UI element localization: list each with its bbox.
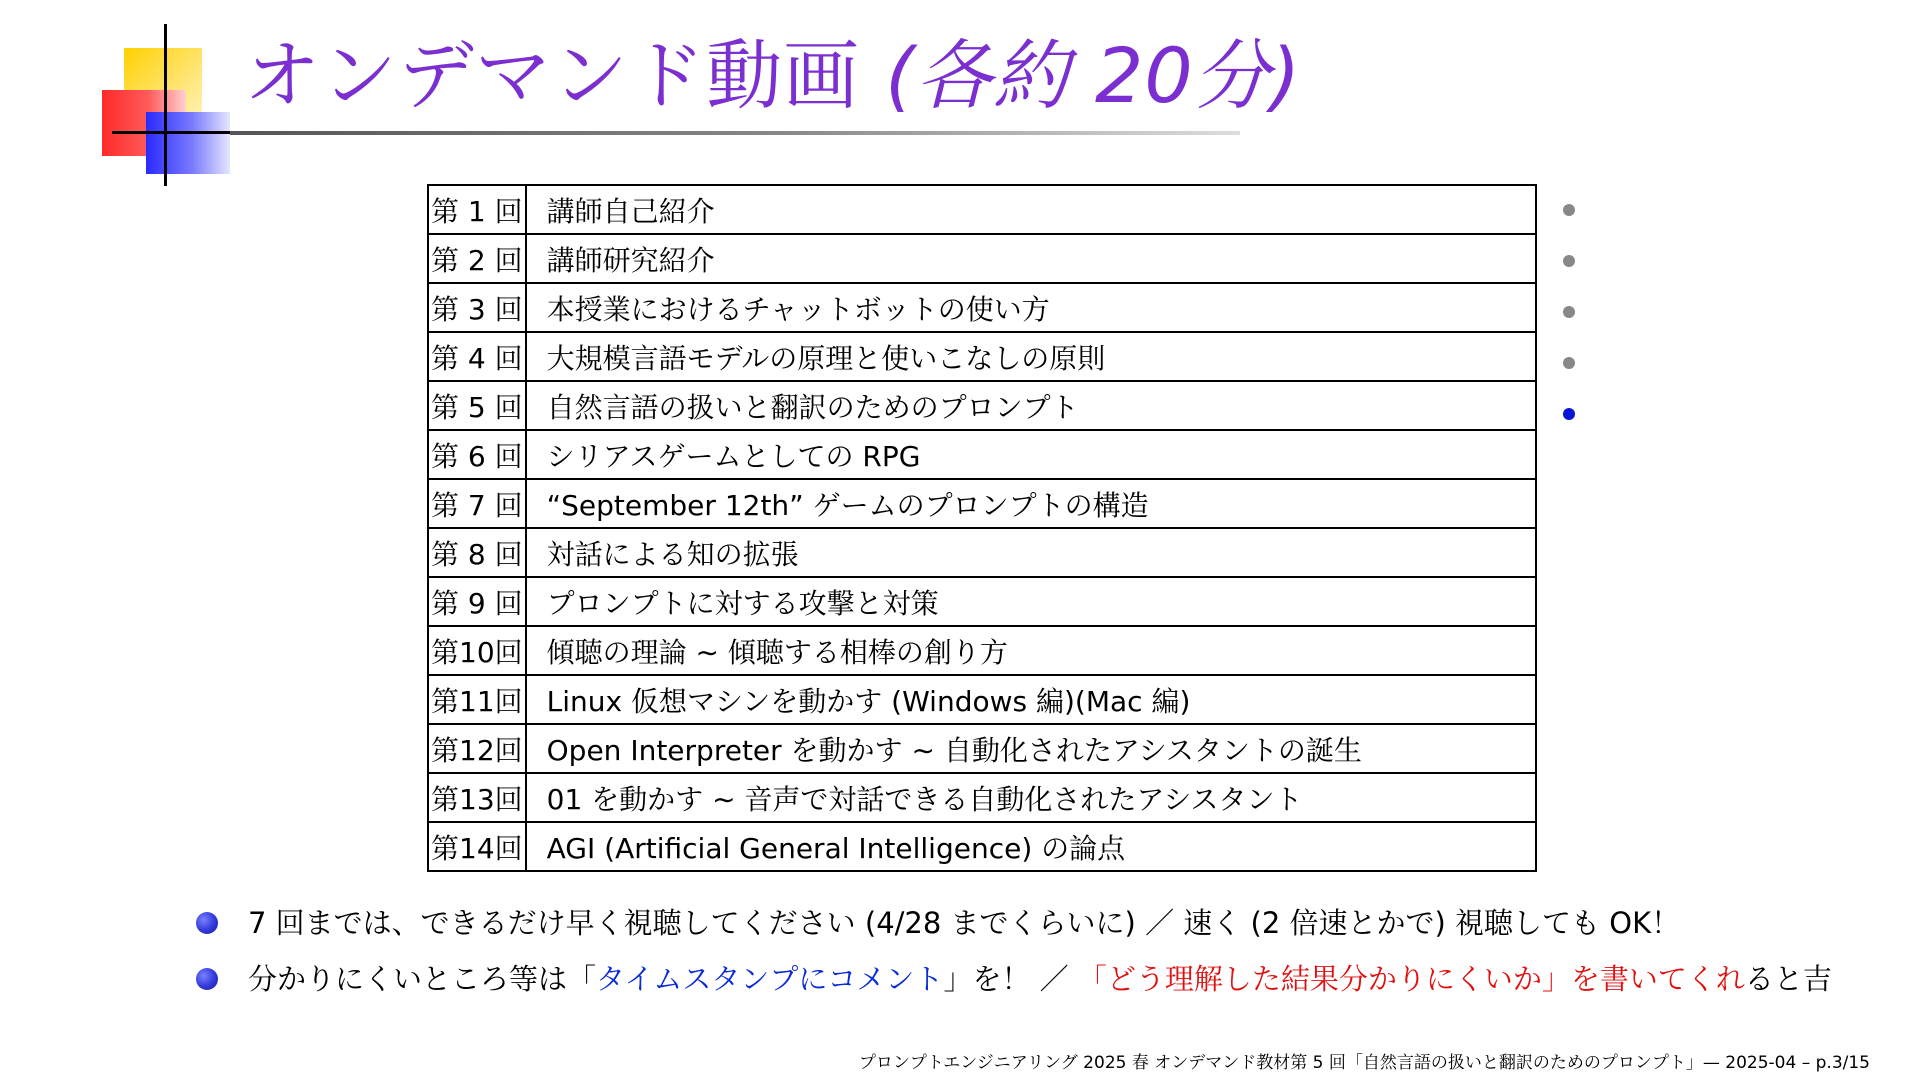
completed-session-mark	[1563, 255, 1575, 267]
completed-session-mark	[1563, 306, 1575, 318]
schedule-row	[428, 185, 1536, 234]
schedule-row	[428, 283, 1536, 332]
schedule-row	[428, 773, 1536, 822]
session-number: 第 9 回	[428, 577, 526, 626]
schedule-row	[428, 577, 1536, 626]
schedule-row	[428, 332, 1536, 381]
completed-session-mark	[1563, 357, 1575, 369]
schedule-row	[428, 430, 1536, 479]
schedule-row	[428, 528, 1536, 577]
session-topic: Linux 仮想マシンを動かす (Windows 編)(Mac 編)	[526, 675, 1536, 724]
schedule-row	[428, 626, 1536, 675]
slide-title-duration: (各約 20分)	[885, 31, 1302, 120]
slide-title	[244, 30, 1301, 122]
session-topic: 講師研究紹介	[526, 234, 1536, 283]
schedule-row	[428, 381, 1536, 430]
schedule-table	[427, 184, 1537, 872]
session-number: 第 2 回	[428, 234, 526, 283]
session-topic: シリアスゲームとしての RPG	[526, 430, 1536, 479]
understanding-request-highlight: 「どう理解した結果分かりにくいか」を書いてくれ	[1077, 962, 1745, 996]
timestamp-comment-highlight: タイムスタンプにコメント	[596, 962, 944, 996]
note-text-part: 」を！ ／	[943, 962, 1078, 996]
completed-session-mark	[1563, 204, 1575, 216]
session-topic: 大規模言語モデルの原理と使いこなしの原則	[526, 332, 1536, 381]
title-deco-vertical-line	[164, 24, 167, 186]
schedule-row	[428, 675, 1536, 724]
schedule-row	[428, 234, 1536, 283]
session-number: 第10回	[428, 626, 526, 675]
title-deco-horizontal-line	[112, 131, 232, 134]
schedule-row	[428, 822, 1536, 871]
session-number: 第12回	[428, 724, 526, 773]
session-number: 第14回	[428, 822, 526, 871]
schedule-row	[428, 479, 1536, 528]
slide-title-main: オンデマンド動画	[244, 31, 886, 120]
note-text-part: ると吉	[1744, 962, 1832, 996]
session-topic: 傾聴の理論 ∼ 傾聴する相棒の創り方	[526, 626, 1536, 675]
current-session-mark	[1563, 408, 1575, 420]
session-number: 第 3 回	[428, 283, 526, 332]
session-topic: プロンプトに対する攻撃と対策	[526, 577, 1536, 626]
title-underline	[230, 131, 1240, 135]
session-topic: 01 を動かす ∼ 音声で対話できる自動化されたアシスタント	[526, 773, 1536, 822]
notes-list	[196, 900, 1920, 1012]
session-number: 第11回	[428, 675, 526, 724]
session-number: 第 7 回	[428, 479, 526, 528]
slide-footer: プロンプトエンジニアリング 2025 春 オンデマンド教材第 5 回「自然言語の扱いと翻訳のためのプロンプト」— 2025-04 – p.3/15	[858, 1053, 1870, 1073]
note-item	[196, 900, 1920, 956]
session-number: 第 8 回	[428, 528, 526, 577]
session-topic: Open Interpreter を動かす ∼ 自動化されたアシスタントの誕生	[526, 724, 1536, 773]
schedule-row	[428, 724, 1536, 773]
note-item	[196, 956, 1920, 1012]
note-text-watch-deadline: 7 回までは、できるだけ早く視聴してください (4/28 までくらいに) ／ 速く (2 倍速とかで) 視聴しても OK！	[248, 906, 1681, 940]
note-text-comments	[248, 956, 1832, 1002]
bullet-icon	[196, 968, 218, 990]
session-topic: 講師自己紹介	[526, 185, 1536, 234]
session-topic: AGI (Artificial General Intelligence) の論点	[526, 822, 1536, 871]
note-text-part: 分かりにくいところ等は「	[248, 962, 597, 996]
bullet-icon	[196, 912, 218, 934]
session-topic: “September 12th” ゲームのプロンプトの構造	[526, 479, 1536, 528]
session-number: 第 4 回	[428, 332, 526, 381]
session-topic: 対話による知の拡張	[526, 528, 1536, 577]
session-number: 第 5 回	[428, 381, 526, 430]
session-number: 第 1 回	[428, 185, 526, 234]
session-topic: 本授業におけるチャットボットの使い方	[526, 283, 1536, 332]
session-topic: 自然言語の扱いと翻訳のためのプロンプト	[526, 381, 1536, 430]
session-number: 第 6 回	[428, 430, 526, 479]
session-number: 第13回	[428, 773, 526, 822]
title-deco-blue-square	[146, 112, 230, 174]
